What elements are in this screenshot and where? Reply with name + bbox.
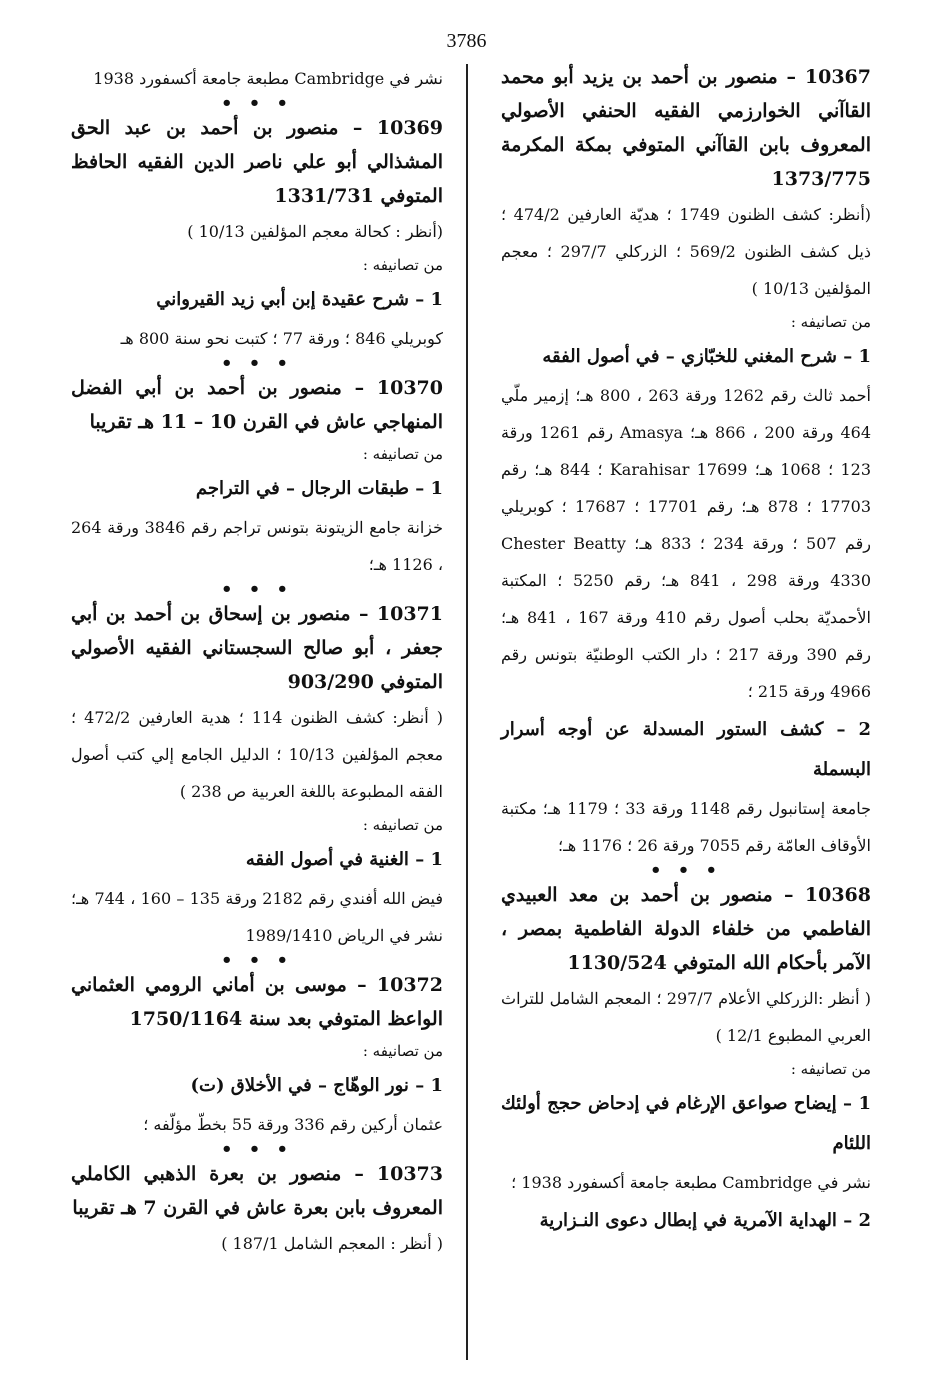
publication-note: نشر في Cambridge مطبعة جامعة أكسفورد 1938 ؛ [511, 1173, 871, 1192]
publication-note: نشر في Cambridge مطبعة جامعة أكسفورد 1938 [93, 69, 443, 88]
work-title: 1 – شرح عقيدة إبن أبي زيد القيرواني [156, 289, 443, 310]
page-number: 3786 [446, 30, 487, 52]
manuscript-list: أحمد ثالث رقم 1262 ورقة 263 ، 800 هـ؛ إزمير ملّي 464 ورقة 200 ، 866 هـ؛ Amasya رقم 1261 ورقة 123 ؛ 1068 هـ؛ Karahisar 17699 ؛ 844 هـ؛ رقم 17703 ؛ 878 هـ؛ رقم 17701 ؛ 17687 ؛ كوبريلي رقم 507 ؛ ورقة 234 ؛ 833 هـ؛ Chester Beatty 4330 ورقة 298 ، 841 هـ؛ رقم 5250 ؛ المكتبة الأحمديّة بحلب أصول رقم 410 ورقة 167 ، 841 هـ؛ رقم 390 ورقة 217 ؛ دار الكتب الوطنيّة بتونس رقم 4966 ورقة 215 ؛ [501, 386, 872, 701]
manuscript-list: عثمان أركين رقم 336 ورقة 55 بخطّ مؤلّفه ؛ [143, 1115, 443, 1134]
entry-references: (أنظر: كشف الظنون 1749 ؛ هديّة العارفين 474/2 ؛ ذيل كشف الظنون 569/2 ؛ الزركلي 297/7 ؛ معجم المؤلفين 10/13 ) [501, 205, 872, 298]
work-title: 1 – الغنية في أصول الفقه [245, 849, 443, 870]
entry-separator: • • • [220, 1139, 294, 1160]
manuscript-list: فيض الله أفندي رقم 2182 ورقة 135 – 160 ، 744 هـ؛ نشر في الرياض 1989/1410 [71, 889, 444, 945]
works-label: من تصانيفه : [362, 1042, 443, 1060]
works-label: من تصانيفه : [362, 816, 443, 834]
right-column [501, 60, 871, 1241]
entry-separator: • • • [220, 950, 294, 971]
entry-separator: • • • [220, 353, 294, 374]
work-title: 1 – إيضاح صواعق الإرغام في إدحاض حجج أولئك اللئام [501, 1093, 871, 1154]
entry-heading-10371: 10371 – منصور بن إسحاق بن أحمد بن أبي جعفر ، أبو صالح السجستاني الفقيه الأصولي المتوفي 903/290 [71, 603, 443, 693]
entry-heading-10372: 10372 – موسى بن أماني الرومي العثماني الواعظ المتوفي بعد سنة 1750/1164 [71, 974, 443, 1030]
entry-separator: • • • [220, 93, 294, 114]
entry-separator: • • • [649, 860, 723, 881]
work-title: 2 – الهداية الآمرية في إبطال دعوى النـزارية [539, 1210, 871, 1231]
entry-references: ( أنظر :الزركلي الأعلام 297/7 ؛ المعجم الشامل للتراث العربي المطبوع 12/1 ) [501, 989, 871, 1045]
manuscript-list: خزانة جامع الزيتونة بتونس تراجم رقم 3846 ورقة 264 ، 1126 هـ؛ [71, 518, 443, 574]
column-divider [466, 64, 468, 1360]
work-title: 1 – طبقات الرجال – في التراجم [195, 478, 443, 499]
entry-heading-10369: 10369 – منصور بن أحمد بن عبد الحق المشذالي أبو علي ناصر الدين الفقيه الحافظ المتوفي 1331/731 [71, 117, 443, 207]
manuscript-list: كوبريلي 846 ؛ ورقة 77 ؛ كتبت نحو سنة 800 هـ [120, 329, 443, 348]
entry-references: (أنظر : كحالة معجم المؤلفين 10/13 ) [187, 222, 443, 241]
work-title: 1 – شرح المغني للخبّازي – في أصول الفقه [542, 346, 871, 367]
entry-separator: • • • [220, 579, 294, 600]
entry-heading-10367: 10367 – منصور بن أحمد بن يزيد أبو محمد القاآني الخوارزمي الفقيه الحنفي الأصولي المعروف بابن القاآني المتوفي بمكة المكرمة 1373/775 [501, 66, 871, 190]
left-column [71, 60, 443, 1262]
entry-references: ( أنظر: كشف الظنون 114 ؛ هدية العارفين 472/2 ؛ معجم المؤلفين 10/13 ؛ الدليل الجامع إلي كتب أصول الفقه المطبوعة باللغة العربية ص 238 ) [71, 708, 444, 801]
entry-heading-10368: 10368 – منصور بن أحمد بن معد العبيدي الفاطمي من خلفاء الدولة الفاطمية بمصر ، الآمر بأحكام الله المتوفي 1130/524 [501, 884, 871, 974]
work-title: 1 – نور الوهّاج – في الأخلاق (ت) [190, 1075, 443, 1096]
work-title: 2 – كشف الستور المسدلة عن أوجه أسرار البسملة [501, 719, 871, 780]
works-label: من تصانيفه : [362, 445, 443, 463]
manuscript-list: جامعة إستانبول رقم 1148 ورقة 33 ؛ 1179 هـ؛ مكتبة الأوقاف العامّة رقم 7055 ورقة 26 ؛ 1176 هـ؛ [501, 799, 872, 855]
works-label: من تصانيفه : [790, 1060, 871, 1078]
entry-references: ( أنظر : المعجم الشامل 187/1 ) [221, 1234, 443, 1253]
entry-heading-10373: 10373 – منصور بن بعرة الذهبي الكاملي المعروف بابن بعرة عاش في القرن 7 هـ تقريبا [71, 1163, 443, 1219]
works-label: من تصانيفه : [790, 313, 871, 331]
works-label: من تصانيفه : [362, 256, 443, 274]
entry-heading-10370: 10370 – منصور بن أحمد بن أبي الفضل المنهاجي عاش في القرن 10 – 11 هـ تقريبا [71, 377, 443, 433]
